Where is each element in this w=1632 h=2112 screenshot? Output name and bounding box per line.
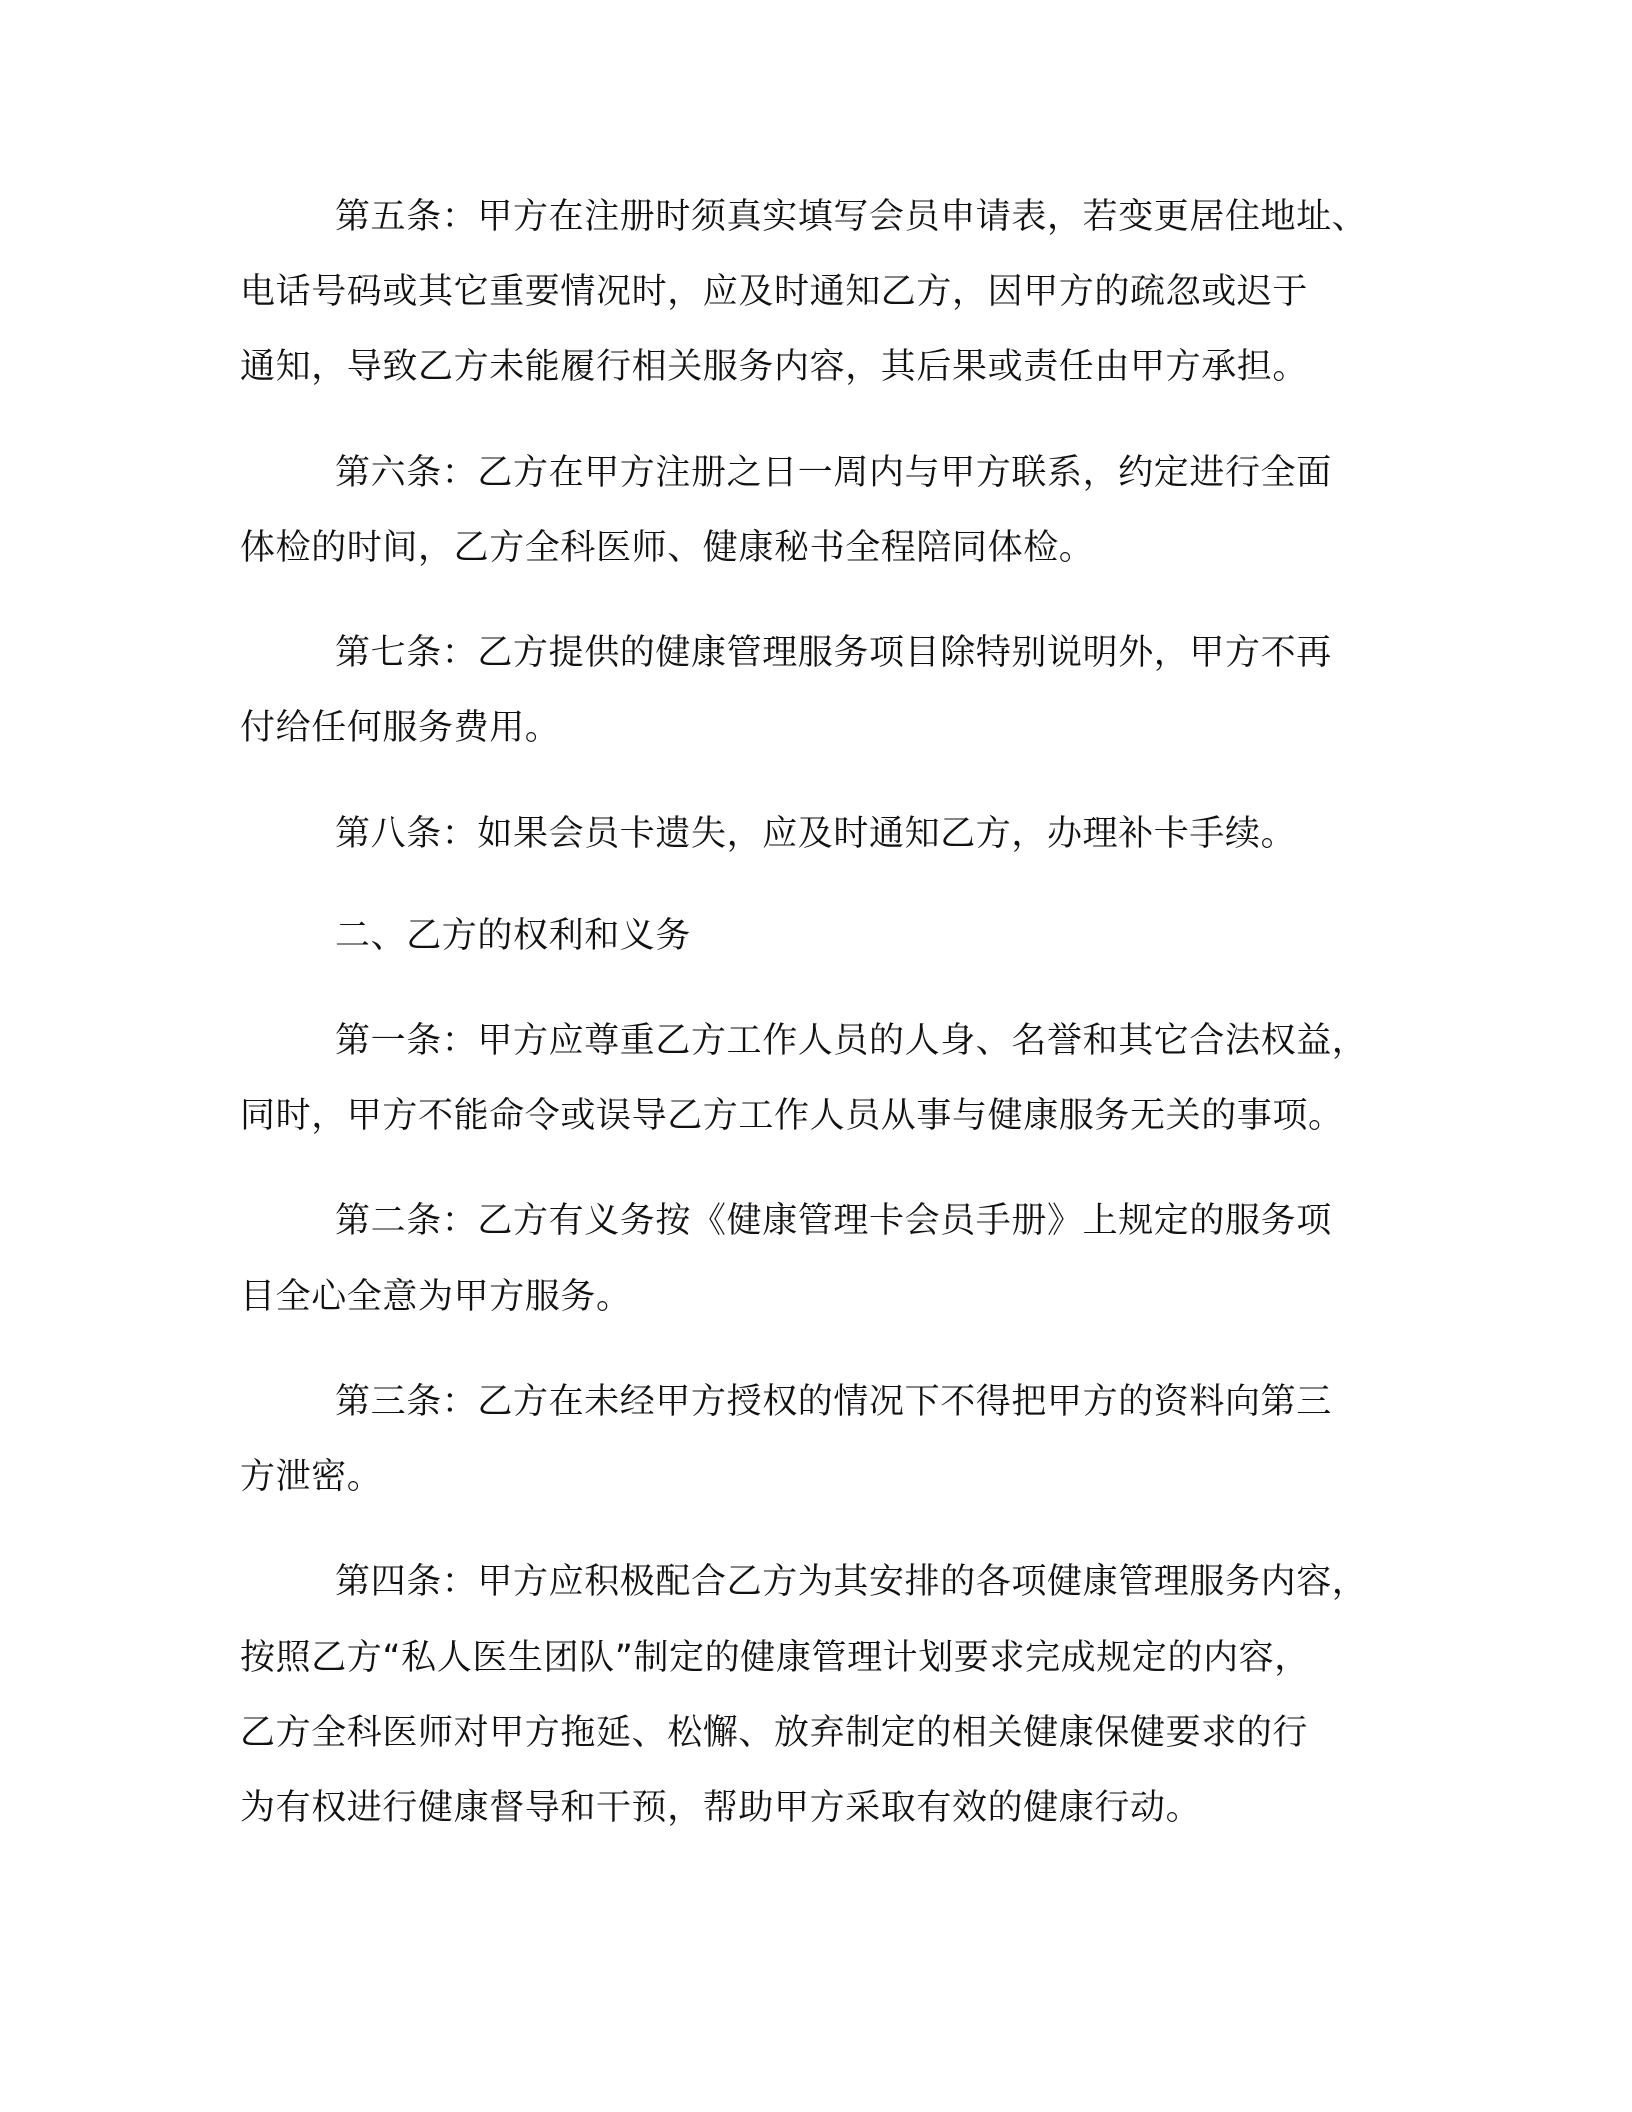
clause-7-line-2: 付给任何服务费用。 — [240, 708, 561, 748]
clause-8-line-1: 第八条：如果会员卡遗失，应及时通知乙方，办理补卡手续。 — [335, 814, 1297, 854]
clause-6-line-1: 第六条：乙方在甲方注册之日一周内与甲方联系，约定进行全面 — [335, 453, 1332, 493]
clause-b3-line-2: 方泄密。 — [240, 1457, 383, 1497]
clause-b2-line-2: 目全心全意为甲方服务。 — [240, 1277, 632, 1317]
clause-b4-line-1: 第四条：甲方应积极配合乙方为其安排的各项健康管理服务内容， — [335, 1562, 1368, 1602]
clause-5-line-2: 电话号码或其它重要情况时，应及时通知乙方，因甲方的疏忽或迟于 — [240, 272, 1309, 312]
clause-b3-line-1: 第三条：乙方在未经甲方授权的情况下不得把甲方的资料向第三 — [335, 1382, 1332, 1422]
clause-b1-line-2: 同时，甲方不能命令或误导乙方工作人员从事与健康服务无关的事项。 — [240, 1096, 1344, 1136]
clause-b2-line-1: 第二条：乙方有义务按《健康管理卡会员手册》上规定的服务项 — [335, 1201, 1332, 1241]
clause-5-line-3: 通知，导致乙方未能履行相关服务内容，其后果或责任由甲方承担。 — [240, 347, 1309, 387]
clause-b4-line-2: 按照乙方“私人医生团队”制定的健康管理计划要求完成规定的内容， — [240, 1638, 1310, 1678]
clause-b4-line-4: 为有权进行健康督导和干预，帮助甲方采取有效的健康行动。 — [240, 1788, 1202, 1828]
clause-b1-line-1: 第一条：甲方应尊重乙方工作人员的人身、名誉和其它合法权益， — [335, 1021, 1368, 1061]
clause-7-line-1: 第七条：乙方提供的健康管理服务项目除特别说明外，甲方不再 — [335, 633, 1332, 673]
clause-5-line-1: 第五条：甲方在注册时须真实填写会员申请表，若变更居住地址、 — [335, 197, 1368, 237]
clause-b4-line-3: 乙方全科医师对甲方拖延、松懈、放弃制定的相关健康保健要求的行 — [240, 1713, 1309, 1753]
clause-6-line-2: 体检的时间，乙方全科医师、健康秘书全程陪同体检。 — [240, 528, 1095, 568]
section-heading-2: 二、乙方的权利和义务 — [335, 916, 692, 956]
